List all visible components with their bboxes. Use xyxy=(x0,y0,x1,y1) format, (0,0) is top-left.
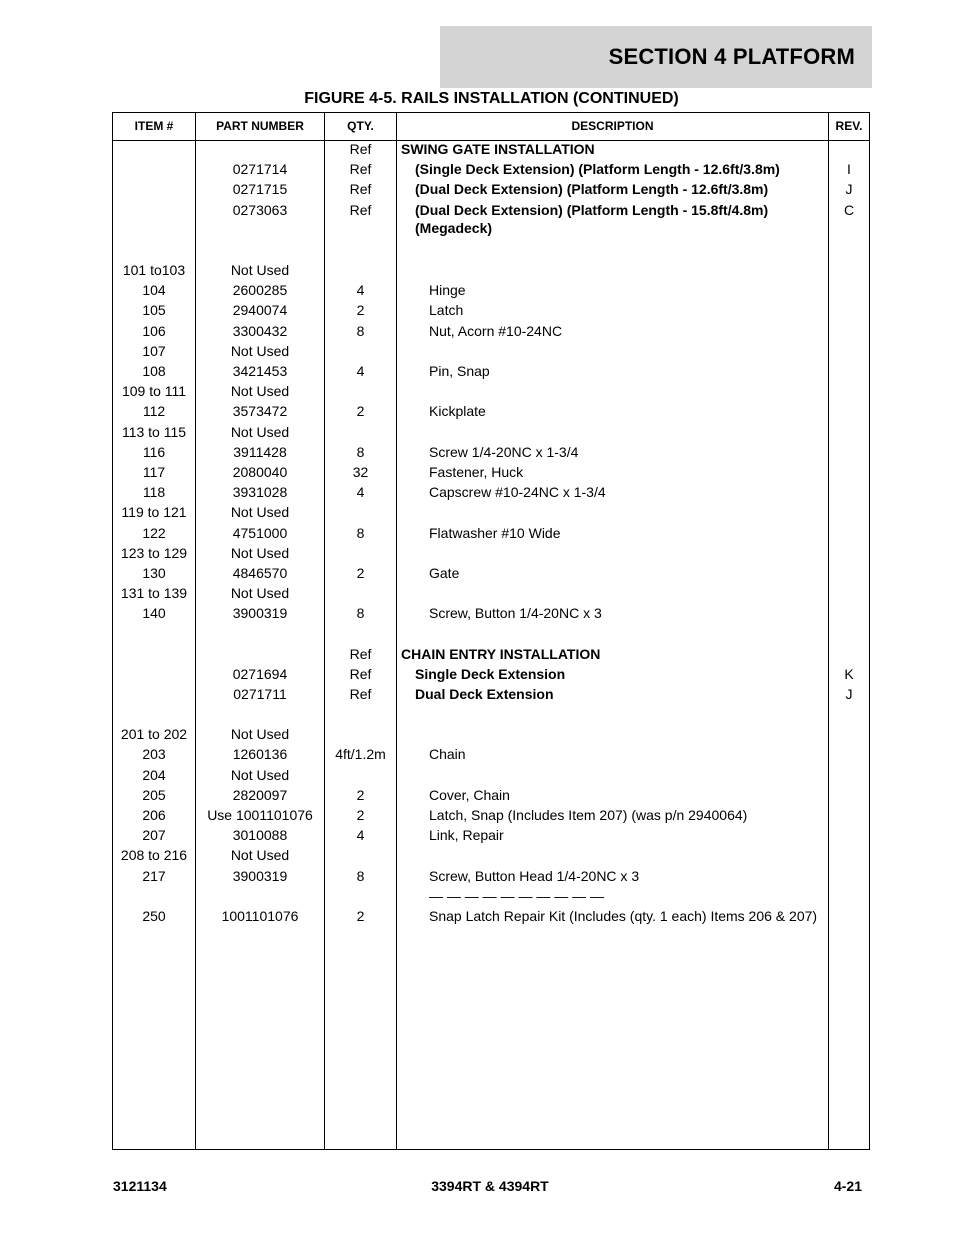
item-cell: 117 xyxy=(142,464,166,480)
table-row xyxy=(113,524,869,544)
rev-cell: J xyxy=(845,686,853,702)
column-header-item: ITEM # xyxy=(134,119,174,133)
part-number-cell: 3573472 xyxy=(232,403,288,420)
description-cell: Cover, Chain xyxy=(429,786,510,803)
qty-cell: Ref xyxy=(349,181,372,198)
part-number-cell: 2940074 xyxy=(232,302,288,319)
footer-page-number: 4-21 xyxy=(833,1178,862,1194)
item-cell: 201 to 202 xyxy=(120,726,188,743)
table-row xyxy=(113,140,869,160)
item-cell: 131 to 139 xyxy=(120,585,188,602)
qty-cell: Ref xyxy=(349,161,372,178)
item-cell: 217 xyxy=(142,867,166,884)
column-header-rev: REV. xyxy=(835,119,863,133)
table-row xyxy=(113,806,869,826)
item-cell: 113 to 115 xyxy=(121,423,187,440)
qty-cell: Ref xyxy=(349,141,372,157)
table-row xyxy=(113,503,869,523)
description-cell: Flatwasher #10 Wide xyxy=(429,524,561,541)
table-row xyxy=(113,362,869,382)
table-row xyxy=(113,201,869,221)
qty-cell: 8 xyxy=(356,322,365,339)
part-number-cell: Not Used xyxy=(230,504,290,521)
description-cell: Link, Repair xyxy=(429,827,504,844)
table-row xyxy=(113,261,869,281)
rev-cell: K xyxy=(844,665,854,682)
part-number-cell: 4846570 xyxy=(232,565,288,581)
item-cell: 105 xyxy=(142,302,166,319)
table-row xyxy=(113,826,869,846)
part-number-cell: 3421453 xyxy=(232,363,288,379)
table-row xyxy=(113,322,869,342)
part-number-cell: 0273063 xyxy=(232,201,288,218)
description-cell: Latch, Snap (Includes Item 207) (was p/n 2940064) xyxy=(429,807,748,823)
item-cell: 204 xyxy=(142,766,166,783)
description-cell: (Dual Deck Extension) (Platform Length - 12.6ft/3.8m) xyxy=(415,181,769,198)
description-cell: Latch xyxy=(429,302,464,319)
description-cell: Single Deck Extension xyxy=(415,665,566,682)
item-cell: 122 xyxy=(142,524,166,541)
item-cell: 104 xyxy=(142,282,166,299)
part-number-cell: 0271711 xyxy=(233,686,287,702)
description-cell: Screw, Button 1/4-20NC x 3 xyxy=(429,605,602,622)
item-cell: 205 xyxy=(142,786,166,803)
table-row xyxy=(113,786,869,806)
qty-cell: 4ft/1.2m xyxy=(335,746,386,763)
table-row xyxy=(113,846,869,866)
section-banner xyxy=(440,26,872,88)
qty-cell: 4 xyxy=(356,827,365,844)
item-cell: 206 xyxy=(142,807,166,823)
description-cell: SWING GATE INSTALLATION xyxy=(401,141,595,157)
qty-cell: 2 xyxy=(356,908,365,924)
description-cell: Gate xyxy=(429,565,460,581)
parts-table xyxy=(112,112,870,1150)
footer-model: 3394RT & 4394RT xyxy=(431,1178,549,1194)
table-row xyxy=(113,483,869,503)
part-number-cell: 2600285 xyxy=(232,282,288,299)
qty-cell: 2 xyxy=(356,807,365,823)
table-row xyxy=(113,907,869,927)
rev-cell: I xyxy=(847,161,851,178)
description-cell: Fastener, Huck xyxy=(429,464,524,480)
description-cell: Kickplate xyxy=(429,403,486,420)
description-cell: Chain xyxy=(429,746,466,763)
item-cell: 123 to 129 xyxy=(120,544,188,561)
qty-cell: Ref xyxy=(349,201,372,218)
table-row xyxy=(113,645,869,665)
qty-cell: 8 xyxy=(356,524,365,541)
description-cell: (Dual Deck Extension) (Platform Length - 15.8ft/4.8m) xyxy=(415,201,769,218)
description-cell: (Single Deck Extension) (Platform Length - 12.6ft/3.8m) xyxy=(415,161,780,178)
qty-cell: 8 xyxy=(356,443,365,460)
table-row xyxy=(113,342,869,362)
qty-cell: 2 xyxy=(356,565,365,581)
part-number-cell: 0271694 xyxy=(232,665,288,682)
item-cell: 116 xyxy=(142,443,166,460)
table-row xyxy=(113,219,869,239)
part-number-cell: 0271714 xyxy=(232,161,288,178)
table-row xyxy=(113,887,869,907)
qty-cell: Ref xyxy=(349,645,372,662)
column-header-part-number: PART NUMBER xyxy=(216,119,304,133)
part-number-cell: Use 1001101076 xyxy=(207,807,313,823)
qty-cell: 2 xyxy=(356,302,365,319)
part-number-cell: 0271715 xyxy=(232,181,288,198)
part-number-cell: Not Used xyxy=(230,423,290,440)
table-row xyxy=(113,867,869,887)
table-row xyxy=(113,745,869,765)
table-row xyxy=(113,584,869,604)
part-number-cell: 1260136 xyxy=(232,746,288,763)
description-cell: — — — — — — — — — — xyxy=(429,887,605,904)
qty-cell: 4 xyxy=(356,484,365,501)
item-cell: 207 xyxy=(142,827,166,844)
part-number-cell: 3900319 xyxy=(232,867,288,884)
table-row xyxy=(113,725,869,745)
part-number-cell: 4751000 xyxy=(232,524,288,541)
table-row xyxy=(113,766,869,786)
part-number-cell: Not Used xyxy=(230,766,290,783)
table-row xyxy=(113,180,869,200)
part-number-cell: Not Used xyxy=(230,342,290,359)
qty-cell: 8 xyxy=(356,867,365,884)
part-number-cell: 2820097 xyxy=(232,786,288,803)
qty-cell: Ref xyxy=(349,686,372,702)
table-row xyxy=(113,544,869,564)
item-cell: 106 xyxy=(142,322,166,339)
qty-cell: 8 xyxy=(356,605,365,622)
table-row xyxy=(113,281,869,301)
table-row xyxy=(113,160,869,180)
part-number-cell: 3931028 xyxy=(232,484,288,501)
qty-cell: Ref xyxy=(349,665,372,682)
part-number-cell: 3300432 xyxy=(232,322,288,339)
item-cell: 101 to103 xyxy=(122,262,186,278)
description-cell: (Megadeck) xyxy=(415,219,493,236)
figure-title: FIGURE 4-5. RAILS INSTALLATION (CONTINUED) xyxy=(304,90,679,107)
description-cell: Capscrew #10-24NC x 1-3/4 xyxy=(429,484,606,501)
item-cell: 107 xyxy=(142,342,166,359)
qty-cell: 2 xyxy=(356,403,365,420)
item-cell: 118 xyxy=(142,484,166,501)
table-row xyxy=(113,463,869,483)
part-number-cell: Not Used xyxy=(230,262,290,278)
footer-document-number: 3121134 xyxy=(113,1178,167,1194)
section-title: SECTION 4 PLATFORM xyxy=(608,44,855,69)
table-row xyxy=(113,665,869,685)
item-cell: 112 xyxy=(142,403,166,420)
qty-cell: 4 xyxy=(356,363,365,379)
rev-cell: C xyxy=(843,201,855,218)
item-cell: 140 xyxy=(142,605,166,622)
part-number-cell: Not Used xyxy=(230,544,290,561)
table-row xyxy=(113,301,869,321)
item-cell: 109 to 111 xyxy=(121,383,187,400)
column-header-description: DESCRIPTION xyxy=(571,119,654,133)
qty-cell: 4 xyxy=(356,282,365,299)
item-cell: 250 xyxy=(142,908,166,924)
item-cell: 203 xyxy=(142,746,166,763)
part-number-cell: 1001101076 xyxy=(221,908,299,924)
item-cell: 108 xyxy=(142,363,166,379)
description-cell: Screw 1/4-20NC x 1-3/4 xyxy=(429,443,579,460)
description-cell: Hinge xyxy=(429,282,466,299)
item-cell: 130 xyxy=(142,565,166,581)
qty-cell: 32 xyxy=(352,464,369,480)
table-row xyxy=(113,423,869,443)
part-number-cell: 2080040 xyxy=(232,464,288,480)
description-cell: Snap Latch Repair Kit (Includes (qty. 1 each) Items 206 & 207) xyxy=(429,908,818,924)
part-number-cell: Not Used xyxy=(230,726,290,743)
part-number-cell: Not Used xyxy=(230,585,290,602)
table-row xyxy=(113,685,869,705)
qty-cell: 2 xyxy=(356,786,365,803)
part-number-cell: 3010088 xyxy=(232,827,288,844)
table-row xyxy=(113,382,869,402)
description-cell: Nut, Acorn #10-24NC xyxy=(429,322,563,339)
description-cell: Screw, Button Head 1/4-20NC x 3 xyxy=(429,867,640,884)
part-number-cell: 3900319 xyxy=(232,605,288,622)
table-row xyxy=(113,443,869,463)
rev-cell: J xyxy=(845,181,853,198)
part-number-cell: Not Used xyxy=(230,847,290,864)
table-row xyxy=(113,402,869,422)
item-cell: 119 to 121 xyxy=(121,504,187,521)
column-header-qty: QTY. xyxy=(347,119,374,133)
description-cell: CHAIN ENTRY INSTALLATION xyxy=(401,645,601,662)
part-number-cell: Not Used xyxy=(230,383,290,400)
table-row xyxy=(113,604,869,624)
item-cell: 208 to 216 xyxy=(120,847,188,864)
description-cell: Pin, Snap xyxy=(429,363,490,379)
table-row xyxy=(113,564,869,584)
part-number-cell: 3911428 xyxy=(233,443,287,460)
description-cell: Dual Deck Extension xyxy=(415,686,554,702)
